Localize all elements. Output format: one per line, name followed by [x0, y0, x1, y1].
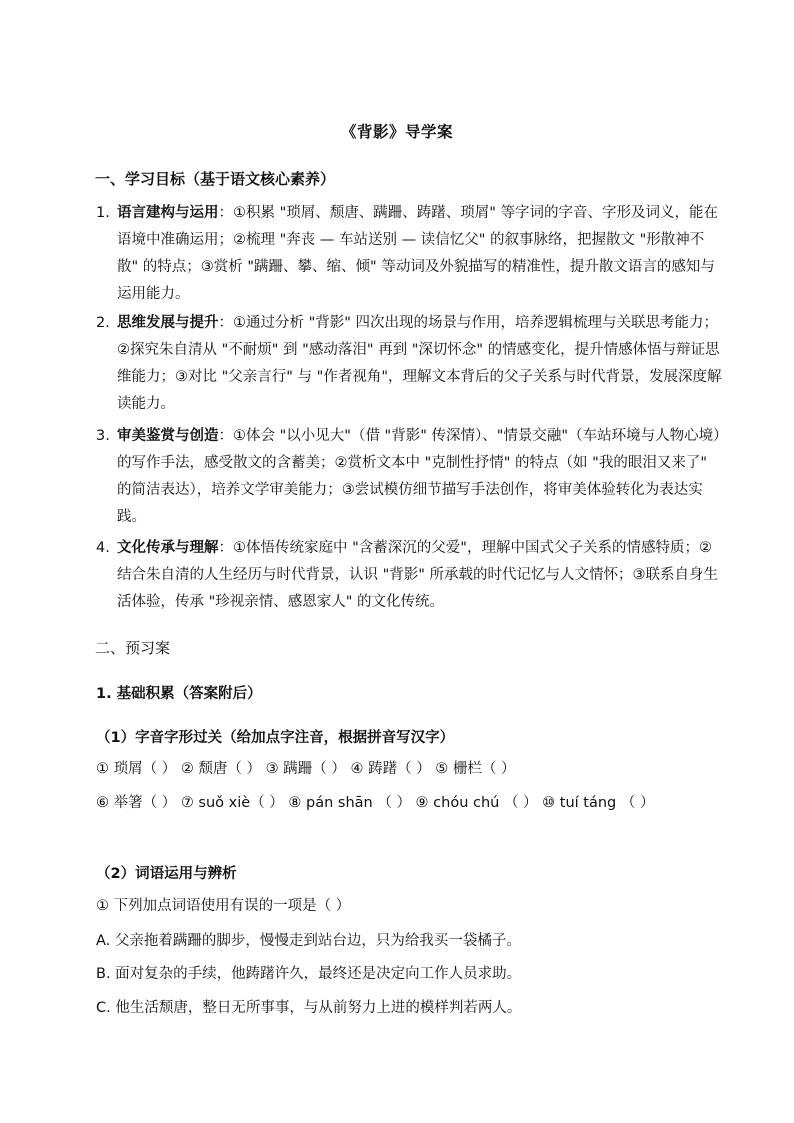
question-heading-usage: （2）词语运用与辨析 — [96, 866, 237, 882]
goal-text: ：①体悟传统家庭中 "含蓄深沉的父爱"，理解中国式父子关系的情感特质；②结合朱自清的人生经历与时代背景，认识 "背影" 所承载的时代记忆与人文情怀；③联系自身生活体验，传承 "珍视亲情、感恩家人" 的文化传统。 — [117, 540, 719, 610]
option-c: C. 他生活颓唐，整日无所事事，与从前努力上进的模样判若两人。 — [96, 1000, 522, 1016]
goal-number: 4. — [96, 540, 110, 556]
goal-number: 1. — [96, 205, 110, 221]
goal-lead: 语言建构与运用 — [117, 205, 219, 221]
goal-number: 2. — [96, 315, 110, 331]
subsection-heading-basics: 1. 基础积累（答案附后） — [96, 686, 262, 702]
goal-item-3 — [96, 423, 723, 531]
section-heading-preview: 二、预习案 — [95, 639, 171, 657]
goal-item-2 — [96, 310, 723, 418]
option-a: A. 父亲拖着蹒跚的脚步，慢慢走到站台边，只为给我买一袋橘子。 — [96, 933, 521, 949]
question-stem: ① 下列加点词语使用有误的一项是（ ） — [96, 898, 351, 914]
section-heading-goals: 一、学习目标（基于语文核心素养） — [95, 170, 336, 188]
goal-text: ：①通过分析 "背影" 四次出现的场景与作用，培养逻辑梳理与关联思考能力；②探究朱自清从 "不耐烦" 到 "感动落泪" 再到 "深切怀念" 的情感变化，提升情感体悟与辩证思维能力；③对比 "父亲言行" 与 "作者视角"，理解文本背后的父子关系与时代背景，发展深度解读能力。 — [117, 315, 722, 412]
goal-item-4 — [96, 535, 723, 616]
pronunciation-row-1: ① 琐屑（ ） ② 颓唐（ ） ③ 蹒跚（ ） ④ 踌躇（ ） ⑤ 栅栏（ ） — [96, 761, 516, 777]
goal-number: 3. — [96, 428, 110, 444]
goal-text: ：①体会 "以小见大"（借 "背影" 传深情）、"情景交融"（车站环境与人物心境）的写作手法，感受散文的含蓄美；②赏析文本中 "克制性抒情" 的特点（如 "我的眼泪又来了" 的简洁表达），培养文学审美能力；③尝试模仿细节描写手法创作，将审美体验转化为表达实践。 — [117, 428, 721, 525]
question-heading-pronunciation: （1）字音字形过关（给加点字注音，根据拼音写汉字） — [96, 730, 455, 746]
goal-text: ：①积累 "琐屑、颓唐、蹒跚、踌躇、琐屑" 等字词的字音、字形及词义，能在语境中准确运用；②梳理 "奔丧 — 车站送别 — 读信忆父" 的叙事脉络，把握散文 "形散神不散" 的特点；③赏析 "蹒跚、攀、缩、倾" 等动词及外貌描写的精准性，提升散文语言的感知与运用能力。 — [117, 205, 719, 302]
goal-lead: 文化传承与理解 — [117, 540, 219, 556]
option-b: B. 面对复杂的手续，他踌躇许久，最终还是决定向工作人员求助。 — [96, 966, 522, 982]
goal-item-1 — [96, 200, 723, 308]
document-title: 《背影》导学案 — [340, 123, 453, 141]
goal-lead: 审美鉴赏与创造 — [117, 428, 219, 444]
goal-lead: 思维发展与提升 — [117, 315, 219, 331]
pronunciation-row-2: ⑥ 举箸（ ） ⑦ suǒ xiè（ ） ⑧ pán shān （ ） ⑨ chóu chú （ ） ⑩ tuí táng （ ） — [96, 795, 655, 811]
